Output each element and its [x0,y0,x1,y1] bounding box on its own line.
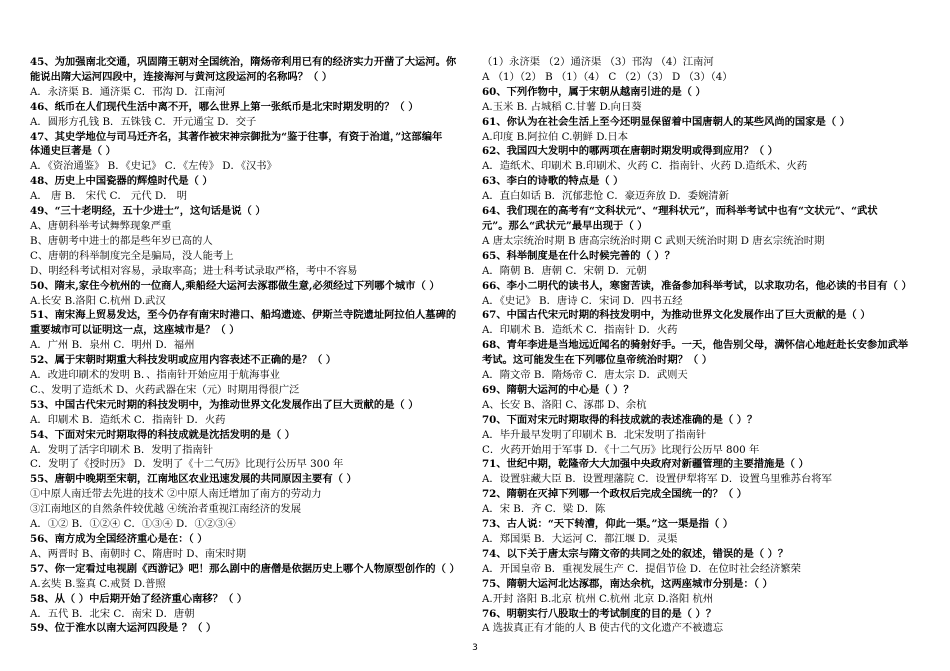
page-number: 3 [472,643,478,653]
option-line: A．隋文帝 B．隋炀帝 C．唐太宗 D．武则天 [482,369,688,382]
question-line: 体通史巨著是（ ） [30,145,116,158]
option-line: A．《史记》 B．唐诗 C．宋词 D．四书五经 [482,294,683,307]
question-line: 50、隋末,家住今杭州的一位商人,乘船经大运河去涿郡做生意,必须经过下列哪个城市（ ） [30,279,440,292]
option-line: A．改进印刷术的发明 B．、指南针开始应用于航海事业 [30,369,280,382]
question-line: 62、我国四大发明中的哪两项在唐朝时期发明或得到应用？（ ） [482,145,778,158]
option-line: C．火药开始用于军事 D．《十二气历》比现行公历早 800 年 [482,443,760,456]
option-line: C.、发明了造纸术 D、火药武器在宋（元）时期用得很广泛 [30,383,300,396]
question-line: 74、以下关于唐太宗与隋文帝的共同之处的叙述，错误的是（ ）？ [482,547,789,560]
question-line: 76、明朝实行八股取士的考试制度的目的是（ ）？ [482,607,717,620]
question-line: 49、“三十老明经，五十少进士”，这句话是说（ ） [30,205,266,218]
option-line: A.印度 B.阿拉伯 C.朝鲜 D.日本 [482,130,628,143]
question-line: 71、世纪中期，乾隆帝大大加强中央政府对新疆管理的主要措施是（ ） [482,458,809,471]
question-line: 考试。这可能发生在下列哪位皇帝统治时期？（ ） [482,354,713,367]
question-line: 61、你认为在社会生活上至今还明显保留着中国唐朝人的某些风尚的国家是（ ） [482,115,851,128]
question-line: 66、李小二明代的读书人，寒窗苦读，准备参加科举考试，以求取功名，他必读的书目有（ ） [482,279,912,292]
option-line: A.开封 洛阳 B.北京 杭州 C.杭州 北京 D.洛阳 杭州 [482,592,714,605]
option-line: A．造纸术、印刷术 B.印刷术、火药 C．指南针、火药 D.造纸术、火药 [482,160,808,173]
question-line: 52、属于宋朝时期重大科技发明或应用内容表述不正确的是？（ ） [30,354,337,367]
option-line: A．《资治通鉴》 B．《史记》 C．《左传》 D．《汉书》 [30,160,277,173]
left-column [30,55,475,636]
option-line: A．隋朝 B．唐朝 C．宋朝 D．元朝 [482,264,647,277]
option-line: A．直白如话 B．沉郁悲怆 C．豪迈奔放 D．委婉清新 [482,190,729,203]
option-line: B、唐朝考中进士的都是些年岁已高的人 [30,234,213,247]
option-line: C、唐朝的科举制度完全是骗局，没人能考上 [30,249,234,262]
option-line: C．发明了《授时历》 D．发明了《十二气历》比现行公历早 300 年 [30,458,344,471]
question-line: 69、隋朝大运河的中心是（ ）？ [482,383,634,396]
option-line: A． 唐 B． 宋代 C． 元代 D． 明 [30,190,188,203]
question-line: 51、南宋海上贸易发达，至今仍存有南宋时港口、船坞遗迹、伊斯兰寺院遗址阿拉伯人墓碑的 [30,309,457,322]
option-line: A．设置驻藏大臣 B．设置理藩院 C．设置伊犁将军 D．设置乌里雅苏台将军 [482,473,832,486]
option-line: A．郑国渠 B．大运河 C．都江堰 D．灵渠 [482,533,678,545]
option-line: A、唐朝科举考试舞弊现象严重 [30,219,172,232]
option-line: ①中原人南迁带去先进的技术 ②中原人南迁增加了南方的劳动力 [30,488,322,501]
option-line: A、两晋时 B、南朝时 C、隋唐时 D、南宋时期 [30,547,247,560]
option-line: A．宋 B．齐 C．梁 D．陈 [482,503,606,516]
question-line: 56、南方成为全国经济重心是在：（ ） [30,533,208,545]
option-line: ③江南地区的自然条件较优越 ④统治者重视江南经济的发展 [30,503,301,516]
option-line: A.长安 B.洛阳 C.杭州 D.武汉 [30,294,166,307]
option-line: A．圆形方孔钱 B．五铢钱 C．开元通宝 D．交子 [30,115,257,128]
option-line: A．永济渠 B．通济渠 C．邗沟 D．江南河 [30,85,226,98]
option-line: A.玄奘 B.鉴真 C.戒贤 D.普照 [30,577,166,590]
option-line: （1）永济渠 （2）通济渠 （3）邗沟 （4）江南河 [482,56,714,68]
question-line: 57、你一定看过电视剧《西游记》吧！那么剧中的唐僧是依据历史上哪个人物原型创作的（ ） [30,562,460,575]
question-line: 53、中国古代宋元时期的科技发明中，为推动世界文化发展作出了巨大贡献的是（ ） [30,398,419,411]
option-line: A．五代 B．北宋 C．南宋 D．唐朝 [30,607,195,620]
question-line: 67、中国古代宋元时期的科技发明中，为推动世界文化发展作出了巨大贡献的是（ ） [482,309,871,322]
question-line: 72、隋朝在灭掉下列哪一个政权后完成全国统一的？（ ） [482,488,748,501]
question-line: 65、科举制度是在什么时候完善的（ ）？ [482,249,675,262]
right-column [482,55,932,636]
question-line: 能说出隋大运河四段中，连接海河与黄河这段运河的名称吗？（ ） [30,70,333,83]
question-line: 55、唐朝中晚期至宋朝，江南地区农业迅速发展的共同原因主要有（ ） [30,473,357,486]
option-line: A．毕升最早发明了印刷术 B．北宋发明了指南针 [482,428,707,441]
option-line: A．印刷术 B．造纸术 C．指南针 D．火药 [30,413,226,426]
option-line: A．①② B．①②④ C．①③④ D．①②③④ [30,518,236,531]
option-line: A．广州 B．泉州 C．明州 D．福州 [30,339,195,352]
question-line: 60、下列作物中，属于宋朝从越南引进的是（ ） [482,85,706,98]
option-line: A 选拔真正有才能的人 B 使古代的文化遗产不被遗忘 [482,622,724,635]
question-line: 重要城市可以证明这一点，这座城市是？（ ） [30,324,240,337]
question-line: 58、从（ ）中后期开始了经济重心南移？（ ） [30,592,248,605]
question-line: 48、历史上中国瓷器的辉煌时代是（ ） [30,175,213,188]
option-line: A．印刷术 B．造纸术 C．指南针 D．火药 [482,324,678,337]
question-line: 47、其史学地位与司马迁齐名，其著作被宋神宗御批为“鉴于往事，有资于治道，”这部编年 [30,130,443,143]
question-line: 59、位于淮水以南大运河四段是 ？（ ） [30,622,217,635]
question-line: 46、纸币在人们现代生活中离不开，哪么世界上第一张纸币是北宋时期发明的？（ ） [30,100,419,113]
question-line: 68、青年李进是当地远近闻名的骑射好手。一天，他告别父母，满怀信心地赶赴长安参加武举 [482,339,909,352]
question-line: 73、古人说：“天下转漕，仰此一渠。”这一渠是指（ ） [482,518,734,531]
question-line: 45、为加强南北交通，巩固隋王朝对全国统治，隋炀帝利用已有的经济实力开凿了大运河。你 [30,56,457,68]
option-line: A．开国皇帝 B．重视发展生产 C．提倡节俭 D．在位时社会经济繁荣 [482,562,801,575]
option-line: A （1）（2） B （1）（4） C （2）（3） D （3）（4） [482,70,733,83]
question-line: 75、隋朝大运河北达涿郡，南达余杭，这两座城市分别是：（ ） [482,577,773,590]
question-line: 54、下面对宋元时期取得的科技成就是沈括发明的是（ ） [30,428,296,441]
question-line: 元”。那么“武状元”最早出现于（ ） [482,219,648,232]
option-line: A、长安 B、洛阳 C、涿郡 D、余杭 [482,398,647,411]
question-line: 70、下面对宋元时期取得的科技成就的表述准确的是（ ）？ [482,413,758,426]
question-line: 63、李白的诗歌的特点是（ ） [482,175,624,188]
option-line: A．发明了活字印刷术 B．发明了指南针 [30,443,214,456]
option-line: A.玉米 B. 占城稻 C.甘薯 D.向日葵 [482,100,642,113]
option-line: A 唐太宗统治时期 B 唐高宗统治时期 C 武则天统治时期 D 唐玄宗统治时期 [482,234,825,247]
question-line: 64、我们现在的高考有“文科状元”、“理科状元”，而科举考试中也有“文状元”、“武状 [482,205,878,218]
option-line: D、明经科考试相对容易，录取率高；进士科考试录取严格，考中不容易 [30,264,358,277]
